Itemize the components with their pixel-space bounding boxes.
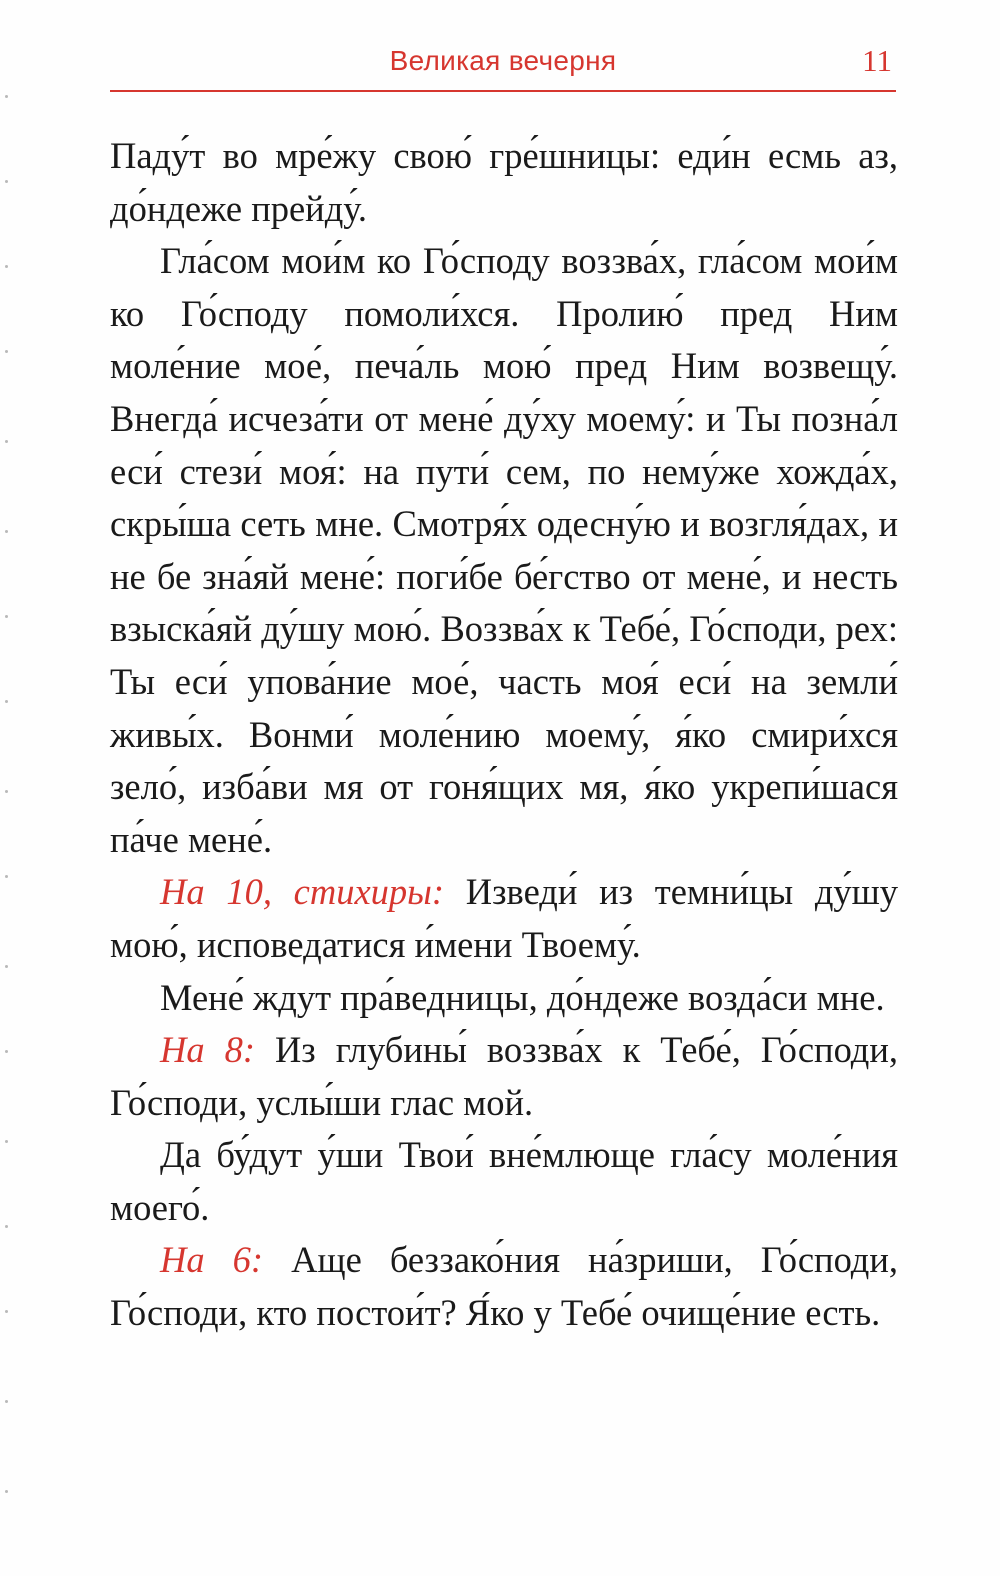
- rubric-label: На 6:: [160, 1239, 264, 1281]
- paragraph-text: Из глубины́ воззва́х к Тебе́, Го́споди, Го́споди, услы́ши глас мой.: [110, 1029, 899, 1123]
- paragraph: [110, 866, 898, 971]
- rubric-label: На 8:: [160, 1029, 255, 1071]
- paragraph: [110, 1234, 898, 1339]
- page-edge-specks: [0, 0, 14, 1576]
- body-text: [110, 130, 898, 1340]
- paragraph: [110, 1024, 898, 1129]
- paragraph-text: Изведи́ из темни́цы ду́шу мою́, исповедатися и́мени Твоему́.: [110, 871, 899, 965]
- rubric-label: На 10, стихиры:: [160, 871, 445, 913]
- page-number: 11: [862, 43, 892, 78]
- paragraph: [110, 235, 898, 866]
- paragraph: [110, 130, 898, 235]
- paragraph-text: Гла́сом мои́м ко Го́споду воззва́х, гла́сом мои́м ко Го́споду помоли́хся. Пролию́ пред Ним моле́ние мое́, печа́ль мою́ пред Ним возвещу́. Внегда́ исчеза́ти от мене́ ду́ху моему́: и Ты позна́л еси́ стези́ моя́: на пути́ сем, по нему́же хожда́х, скры́ша сеть мне. Смотря́х одесну́ю и возгля́дах, и не бе зна́яй мене́: поги́бе бе́гство от мене́, и несть взыска́яй ду́шу мою́. Воззва́х к Тебе́, Го́споди, рех: Ты еси́ упова́ние мое́, часть моя́ еси́ на земли́ живы́х. Вонми́ моле́нию моему́, я́ко смири́хся зело́, изба́ви мя от гоня́щих мя, я́ко укрепи́шася па́че мене́.: [110, 240, 898, 860]
- paragraph-text: Мене́ ждут пра́ведницы, до́ндеже возда́си мне.: [160, 976, 885, 1018]
- running-header: [110, 40, 896, 92]
- paragraph: [110, 972, 898, 1025]
- running-title: Великая вечерня: [389, 45, 617, 76]
- paragraph-text: Да бу́дут у́ши Твои́ вне́млюще гла́су моле́ния моего́.: [110, 1134, 898, 1228]
- paragraph-text: Паду́т во мре́жу свою́ гре́шницы: еди́н есмь аз, до́ндеже прейду́.: [110, 135, 898, 229]
- paragraph: [110, 1129, 898, 1234]
- paragraph-text: Аще беззако́ния на́зриши, Го́споди, Го́споди, кто постои́т? Я́ко у Тебе́ очище́ние есть.: [110, 1239, 899, 1334]
